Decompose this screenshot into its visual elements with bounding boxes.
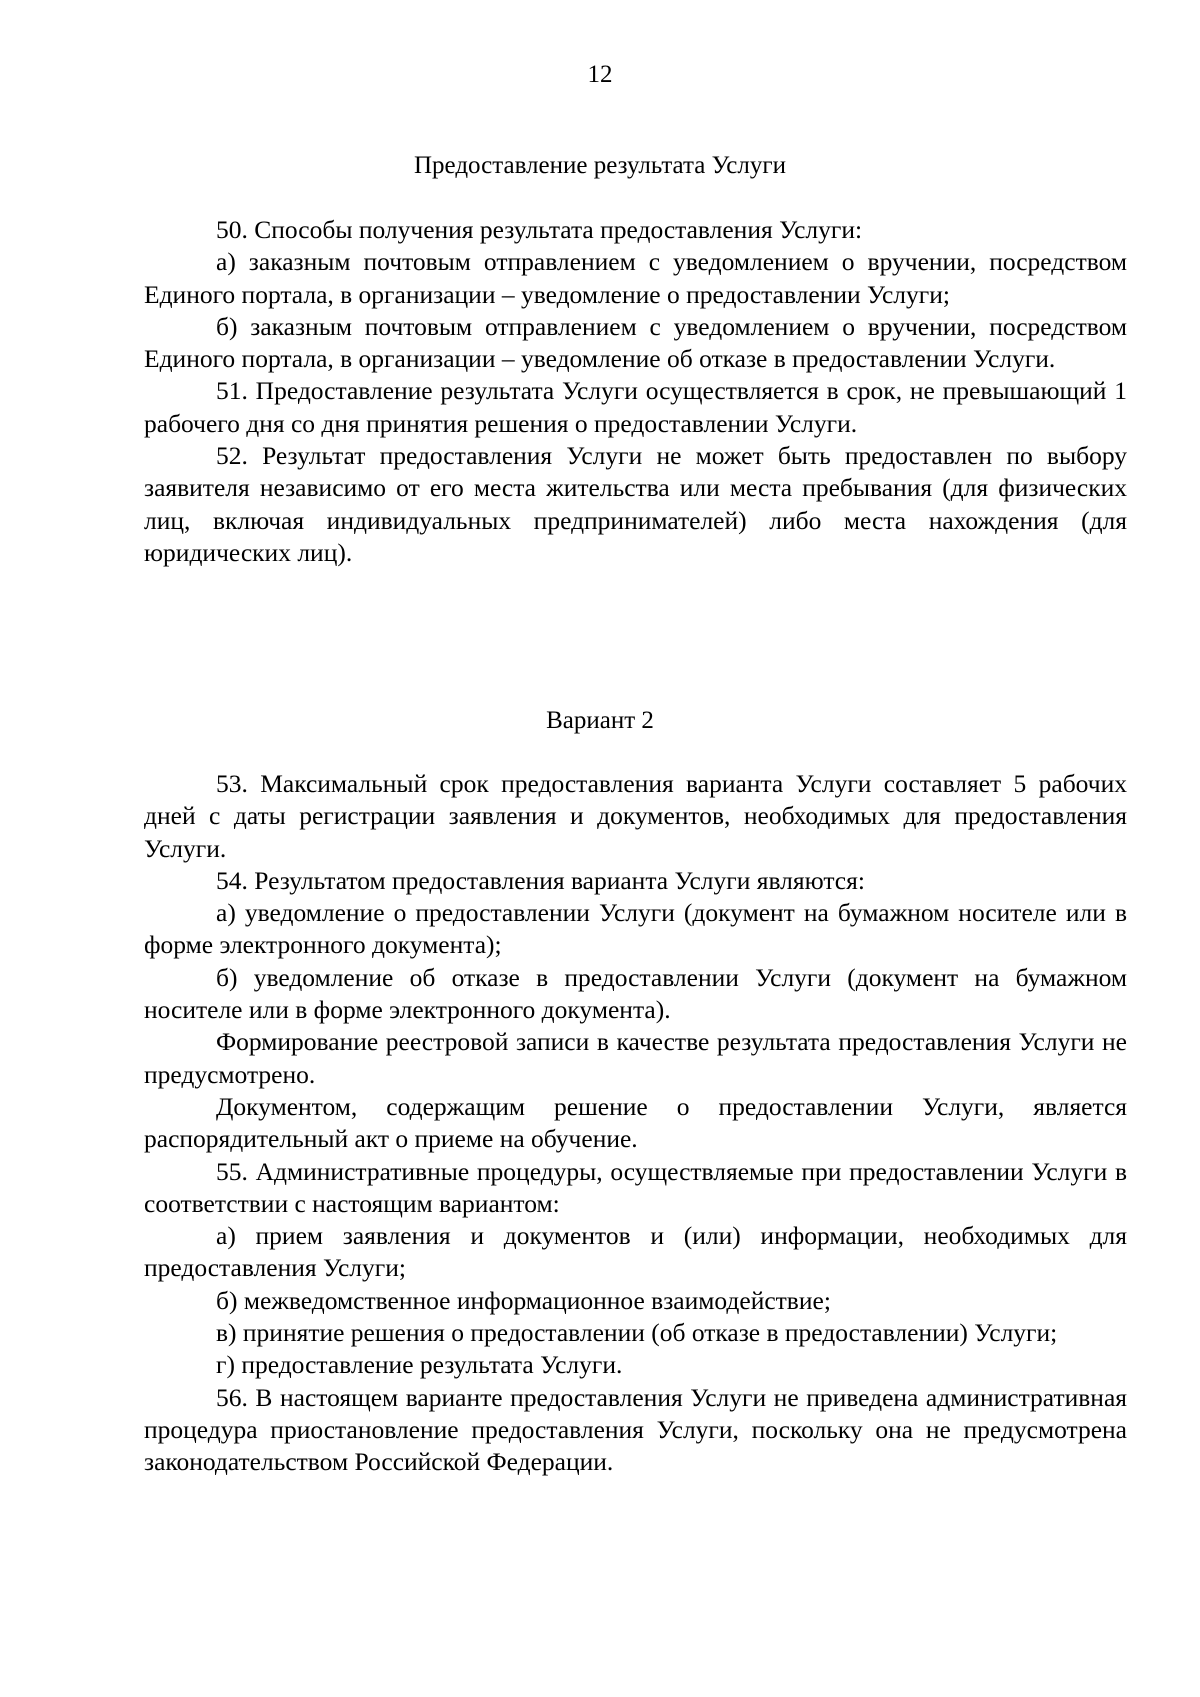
paragraph: а) уведомление о предоставлении Услуги (документ на бумажном носителе или в форме электронного документа); (144, 898, 1127, 960)
paragraph: б) заказным почтовым отправлением с уведомлением о вручении, посредством Единого портала, в организации – уведомление об отказе в предоставлении Услуги. (144, 311, 1127, 374)
paragraph: а) прием заявления и документов и (или) информации, необходимых для предоставления Услуги; (144, 1221, 1127, 1283)
section-heading-variant-2: Вариант 2 (546, 707, 654, 734)
paragraph: б) межведомственное информационное взаимодействие; (216, 1285, 831, 1315)
paragraph: а) заказным почтовым отправлением с уведомлением о вручении, посредством Единого портала, в организации – уведомление о предоставлении Услуги; (144, 247, 1127, 309)
paragraph: 55. Административные процедуры, осуществляемые при предоставлении Услуги в соответствии с настоящим вариантом: (144, 1156, 1127, 1218)
paragraph: в) принятие решения о предоставлении (об отказе в предоставлении) Услуги; (216, 1318, 1058, 1348)
paragraph: 50. Способы получения результата предоставления Услуги: (216, 215, 863, 244)
paragraph: 56. В настоящем варианте предоставления Услуги не приведена административная процедура приостановление предоставления Услуги, поскольку она не предусмотрена законодательством Российской Федерации. (144, 1382, 1127, 1477)
section-body-variant-2 (144, 768, 1127, 1479)
paragraph: б) уведомление об отказе в предоставлении Услуги (документ на бумажном носителе или в форме электронного документа). (144, 962, 1127, 1025)
paragraph: 53. Максимальный срок предоставления варианта Услуги составляет 5 рабочих дней с даты регистрации заявления и документов, необходимых для предоставления Услуги. (144, 769, 1127, 863)
paragraph: 51. Предоставление результата Услуги осуществляется в срок, не превышающий 1 рабочего дня со дня принятия решения о предоставлении Услуги. (144, 376, 1127, 438)
paragraph: Формирование реестровой записи в качестве результата предоставления Услуги не предусмотрено. (144, 1027, 1127, 1089)
section-body-result (144, 214, 1127, 569)
paragraph: 54. Результатом предоставления варианта Услуги являются: (216, 865, 865, 895)
paragraph: 52. Результат предоставления Услуги не может быть предоставлен по выбору заявителя независимо от его места жительства или места пребывания (для физических лиц, включая индивидуальных предпринимателей) либо места нахождения (для юридических лиц). (144, 441, 1127, 567)
section-heading-result: Предоставление результата Услуги (414, 152, 786, 179)
page-number: 12 (587, 61, 613, 88)
paragraph: г) предоставление результата Услуги. (216, 1350, 623, 1380)
paragraph: Документом, содержащим решение о предоставлении Услуги, является распорядительный акт о приеме на обучение. (144, 1091, 1127, 1154)
